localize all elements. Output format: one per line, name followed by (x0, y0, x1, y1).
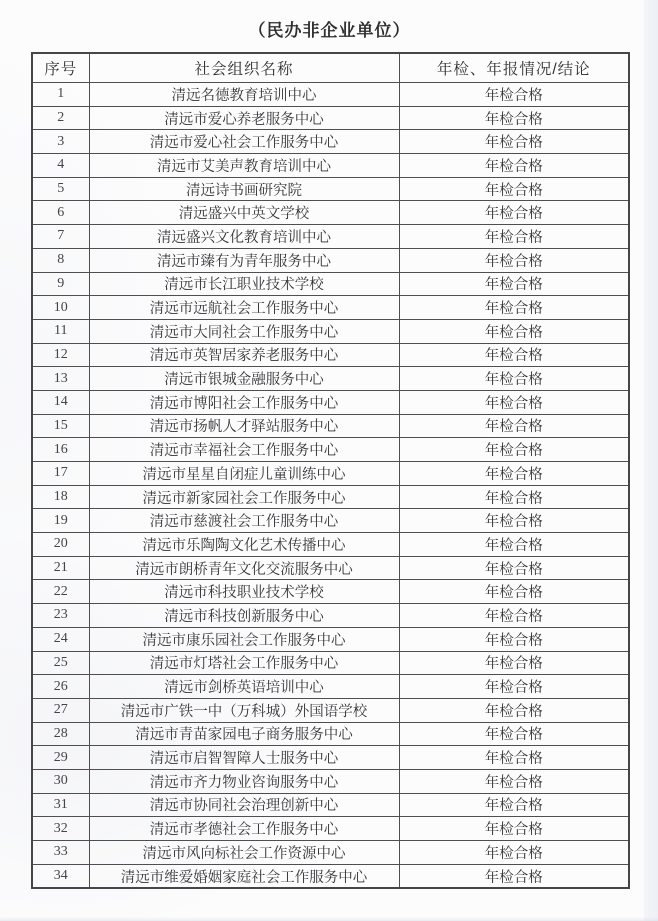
inspection-result: 年检合格 (399, 793, 629, 817)
table-row (32, 390, 629, 414)
row-number: 14 (32, 390, 89, 414)
row-number: 18 (32, 485, 89, 509)
org-name: 清远市灯塔社会工作服务中心 (89, 651, 399, 675)
row-number: 29 (32, 746, 89, 770)
table-row (32, 272, 629, 296)
inspection-result: 年检合格 (399, 248, 629, 272)
table-row (32, 319, 629, 343)
inspection-result: 年检合格 (399, 462, 629, 486)
row-number: 34 (32, 864, 89, 888)
org-name: 清远市朗桥青年文化交流服务中心 (89, 556, 399, 580)
org-name: 清远市齐力物业咨询服务中心 (89, 769, 399, 793)
inspection-result: 年检合格 (399, 106, 629, 130)
column-header-result: 年检、年报情况/结论 (399, 53, 629, 83)
org-name: 清远市幸福社会工作服务中心 (89, 438, 399, 462)
org-name: 清远市孝德社会工作服务中心 (89, 817, 399, 841)
table-row (32, 106, 629, 130)
row-number: 3 (32, 130, 89, 154)
table-row (32, 509, 629, 533)
inspection-result: 年检合格 (399, 130, 629, 154)
org-name: 清远市科技职业技术学校 (89, 580, 399, 604)
table-row (32, 414, 629, 438)
row-number: 9 (32, 272, 89, 296)
row-number: 31 (32, 793, 89, 817)
row-number: 24 (32, 627, 89, 651)
row-number: 4 (32, 154, 89, 178)
inspection-result: 年检合格 (399, 580, 629, 604)
org-name: 清远市远航社会工作服务中心 (89, 296, 399, 320)
org-name: 清远市扬帆人才驿站服务中心 (89, 414, 399, 438)
table-row (32, 722, 629, 746)
org-name: 清远市维爱婚姻家庭社会工作服务中心 (89, 864, 399, 888)
inspection-result: 年检合格 (399, 177, 629, 201)
scan-edge-shadow (644, 0, 658, 921)
table-row (32, 841, 629, 865)
row-number: 26 (32, 675, 89, 699)
org-name: 清远市风向标社会工作资源中心 (89, 841, 399, 865)
org-name: 清远盛兴文化教育培训中心 (89, 225, 399, 249)
table-row (32, 651, 629, 675)
inspection-result: 年检合格 (399, 533, 629, 557)
row-number: 12 (32, 343, 89, 367)
row-number: 17 (32, 462, 89, 486)
org-name: 清远名德教育培训中心 (89, 83, 399, 107)
org-name: 清远市康乐园社会工作服务中心 (89, 627, 399, 651)
inspection-result: 年检合格 (399, 390, 629, 414)
inspection-result: 年检合格 (399, 841, 629, 865)
org-name: 清远市慈渡社会工作服务中心 (89, 509, 399, 533)
table-row (32, 248, 629, 272)
org-name: 清远市广铁一中（万科城）外国语学校 (89, 698, 399, 722)
org-name: 清远盛兴中英文学校 (89, 201, 399, 225)
table-row (32, 154, 629, 178)
table-row (32, 864, 629, 888)
org-name: 清远市大同社会工作服务中心 (89, 319, 399, 343)
inspection-result: 年检合格 (399, 769, 629, 793)
table-row (32, 462, 629, 486)
row-number: 8 (32, 248, 89, 272)
row-number: 25 (32, 651, 89, 675)
table-row (32, 83, 629, 107)
inspection-result: 年检合格 (399, 817, 629, 841)
org-name: 清远市新家园社会工作服务中心 (89, 485, 399, 509)
inspection-result: 年检合格 (399, 627, 629, 651)
row-number: 33 (32, 841, 89, 865)
row-number: 11 (32, 319, 89, 343)
row-number: 20 (32, 533, 89, 557)
inspection-result: 年检合格 (399, 651, 629, 675)
inspection-result: 年检合格 (399, 296, 629, 320)
org-name: 清远市青苗家园电子商务服务中心 (89, 722, 399, 746)
row-number: 2 (32, 106, 89, 130)
inspection-result: 年检合格 (399, 225, 629, 249)
org-name: 清远市艾美声教育培训中心 (89, 154, 399, 178)
inspection-result: 年检合格 (399, 604, 629, 628)
table-row (32, 225, 629, 249)
inspection-result: 年检合格 (399, 319, 629, 343)
inspection-result: 年检合格 (399, 414, 629, 438)
table-row (32, 343, 629, 367)
org-name: 清远市博阳社会工作服务中心 (89, 390, 399, 414)
row-number: 28 (32, 722, 89, 746)
row-number: 1 (32, 83, 89, 107)
table-row (32, 793, 629, 817)
table-row (32, 580, 629, 604)
table-header-row (32, 53, 629, 83)
inspection-result: 年检合格 (399, 509, 629, 533)
row-number: 32 (32, 817, 89, 841)
inspection-result: 年检合格 (399, 438, 629, 462)
table-row (32, 367, 629, 391)
inspection-result: 年检合格 (399, 864, 629, 888)
table-row (32, 296, 629, 320)
inspection-result: 年检合格 (399, 367, 629, 391)
org-name: 清远市英智居家养老服务中心 (89, 343, 399, 367)
annual-inspection-table (31, 52, 630, 889)
org-name: 清远市爱心社会工作服务中心 (89, 130, 399, 154)
row-number: 21 (32, 556, 89, 580)
inspection-result: 年检合格 (399, 722, 629, 746)
inspection-result: 年检合格 (399, 154, 629, 178)
inspection-result: 年检合格 (399, 746, 629, 770)
inspection-result: 年检合格 (399, 556, 629, 580)
table-row (32, 675, 629, 699)
org-name: 清远市星星自闭症儿童训练中心 (89, 462, 399, 486)
org-name: 清远市协同社会治理创新中心 (89, 793, 399, 817)
table-row (32, 746, 629, 770)
row-number: 27 (32, 698, 89, 722)
inspection-result: 年检合格 (399, 343, 629, 367)
table-row (32, 817, 629, 841)
org-name: 清远诗书画研究院 (89, 177, 399, 201)
table-row (32, 485, 629, 509)
org-name: 清远市爱心养老服务中心 (89, 106, 399, 130)
column-header-org-name: 社会组织名称 (89, 53, 399, 83)
table-row (32, 201, 629, 225)
inspection-result: 年检合格 (399, 698, 629, 722)
org-name: 清远市剑桥英语培训中心 (89, 675, 399, 699)
table-row (32, 604, 629, 628)
table-row (32, 769, 629, 793)
page-title: （民办非企业单位） (248, 21, 411, 40)
row-number: 19 (32, 509, 89, 533)
row-number: 10 (32, 296, 89, 320)
inspection-result: 年检合格 (399, 201, 629, 225)
inspection-result: 年检合格 (399, 272, 629, 296)
inspection-result: 年检合格 (399, 675, 629, 699)
scan-bottom-shadow (0, 917, 658, 921)
row-number: 22 (32, 580, 89, 604)
table-row (32, 177, 629, 201)
row-number: 30 (32, 769, 89, 793)
org-name: 清远市银城金融服务中心 (89, 367, 399, 391)
row-number: 15 (32, 414, 89, 438)
row-number: 5 (32, 177, 89, 201)
org-name: 清远市长江职业技术学校 (89, 272, 399, 296)
table-row (32, 698, 629, 722)
row-number: 7 (32, 225, 89, 249)
row-number: 6 (32, 201, 89, 225)
row-number: 16 (32, 438, 89, 462)
inspection-result: 年检合格 (399, 83, 629, 107)
table-row (32, 438, 629, 462)
table-row (32, 130, 629, 154)
org-name: 清远市臻有为青年服务中心 (89, 248, 399, 272)
org-name: 清远市乐陶陶文化艺术传播中心 (89, 533, 399, 557)
org-name: 清远市科技创新服务中心 (89, 604, 399, 628)
org-name: 清远市启智智障人士服务中心 (89, 746, 399, 770)
table-row (32, 627, 629, 651)
column-header-no: 序号 (32, 53, 89, 83)
table-row (32, 556, 629, 580)
row-number: 23 (32, 604, 89, 628)
row-number: 13 (32, 367, 89, 391)
table-row (32, 533, 629, 557)
inspection-result: 年检合格 (399, 485, 629, 509)
